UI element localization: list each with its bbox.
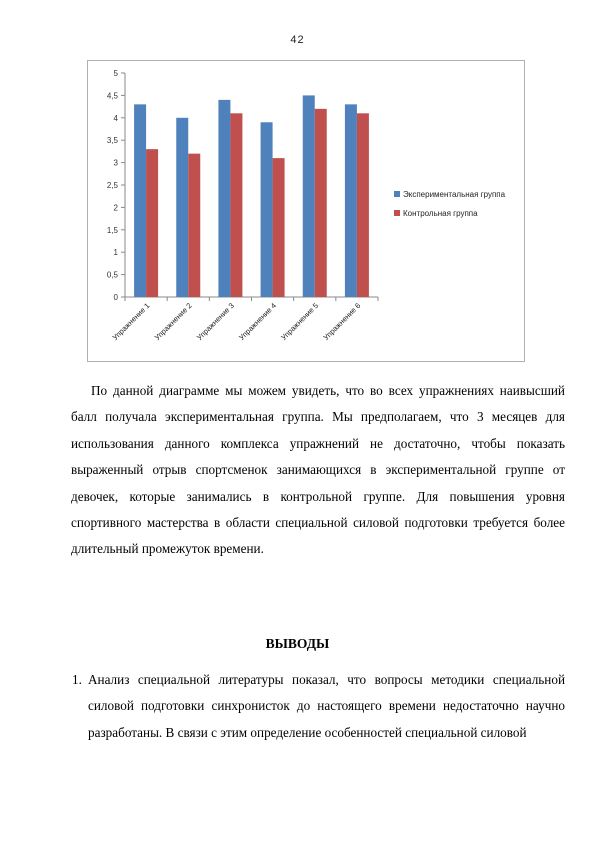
y-tick-label: 5 <box>113 69 118 78</box>
bar-control <box>315 109 327 297</box>
bar-experimental <box>134 104 146 297</box>
y-tick-label: 0 <box>113 293 118 302</box>
x-category-label: Упражнение 4 <box>237 301 278 343</box>
x-category-label: Упражнение 5 <box>279 301 321 343</box>
y-tick-label: 1,5 <box>106 225 118 235</box>
conclusion-item <box>70 667 565 746</box>
page-number: 42 <box>290 34 305 46</box>
x-category-label: Упражнение 6 <box>321 301 363 343</box>
y-tick-label: 0,5 <box>106 270 118 280</box>
y-tick-label: 1 <box>113 248 118 258</box>
bar-experimental <box>345 104 357 297</box>
analysis-text <box>71 378 565 563</box>
legend-swatch <box>394 210 400 216</box>
x-category-label: Упражнение 2 <box>152 301 194 343</box>
conclusions-list <box>70 667 565 746</box>
legend-label: Экспериментальная группа <box>403 190 506 199</box>
y-tick-label: 3 <box>113 158 118 168</box>
bar-control <box>146 149 158 297</box>
y-tick-label: 2 <box>113 203 118 213</box>
bar-control <box>188 154 200 297</box>
y-tick-label: 3,5 <box>106 136 118 146</box>
bar-control <box>273 158 285 297</box>
analysis-paragraph: По данной диаграмме мы можем увидеть, что во всех упражнениях наивысший балл получала экспериментальная группа. Мы предполагаем, что 3 месяцев для использования данного комплекса упражнений не достаточно, чтобы показать выраженный отрыв спортсменок занимающихся в экспериментальной группе от девочек, которые занимались в контрольной группе. Для повышения уровня спортивного мастерства в области специальной силовой подготовки требуется более длительный промежуток времени. <box>71 383 565 557</box>
x-category-label: Упражнение 1 <box>110 301 152 343</box>
bar-experimental <box>303 95 315 297</box>
bar-control <box>230 113 242 297</box>
bar-control <box>357 113 369 297</box>
legend-label: Контрольная группа <box>403 209 478 218</box>
y-tick-label: 2,5 <box>106 181 118 190</box>
bar-chart <box>87 60 525 362</box>
conclusions-title: ВЫВОДЫ <box>265 636 330 651</box>
chart-canvas <box>88 61 524 361</box>
y-tick-label: 4 <box>113 113 118 123</box>
legend-swatch <box>394 191 400 197</box>
bar-experimental <box>261 122 273 297</box>
y-tick-label: 4,5 <box>106 91 118 101</box>
bar-experimental <box>176 118 188 297</box>
bar-experimental <box>218 100 230 297</box>
conclusion-number: 1. <box>72 672 82 687</box>
conclusion-text: Анализ специальной литературы показал, что вопросы методики специальной силовой подготовки синхронисток до настоящего времени недостаточно научно разработаны. В связи с этим определение особенностей специальной силовой <box>88 672 565 740</box>
x-category-label: Упражнение 3 <box>194 301 236 343</box>
